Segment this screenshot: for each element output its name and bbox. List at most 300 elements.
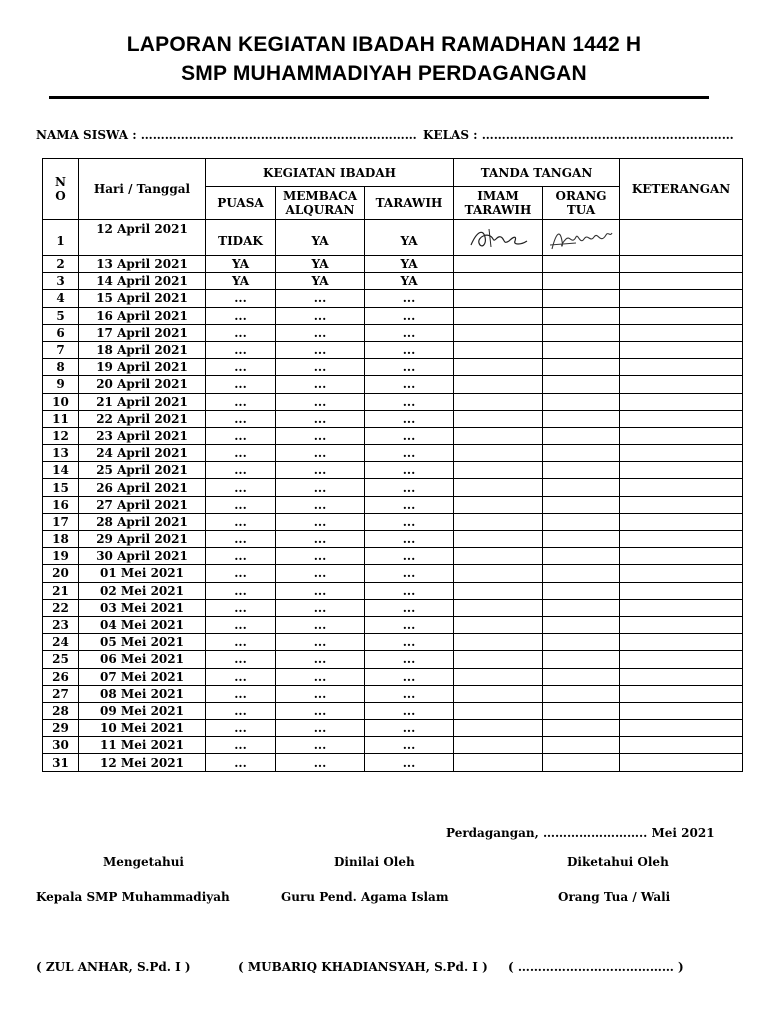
row-date: 01 Mei 2021: [79, 565, 206, 582]
row-keterangan: [620, 462, 743, 479]
signer2-name: ( MUBARIQ KHADIANSYAH, S.Pd. I ): [238, 960, 488, 974]
row-date: 05 Mei 2021: [79, 634, 206, 651]
row-keterangan: [620, 582, 743, 599]
row-membaca: ...: [276, 720, 365, 737]
row-imam-signature: [454, 651, 543, 668]
row-keterangan: [620, 634, 743, 651]
title-divider: [49, 96, 709, 99]
header-orangtua: ORANG TUA: [543, 187, 620, 220]
row-membaca: ...: [276, 582, 365, 599]
row-puasa: ...: [206, 410, 276, 427]
row-membaca: ...: [276, 513, 365, 530]
row-tarawih: YA: [365, 273, 454, 290]
row-tarawih: ...: [365, 720, 454, 737]
row-parent-signature: [543, 307, 620, 324]
row-tarawih: ...: [365, 634, 454, 651]
row-imam-signature: [454, 393, 543, 410]
table-row: [43, 462, 743, 479]
table-row: [43, 668, 743, 685]
signer2-title: Guru Pend. Agama Islam: [281, 890, 449, 904]
row-date: 22 April 2021: [79, 410, 206, 427]
row-no: 18: [43, 531, 79, 548]
row-imam-signature: [454, 754, 543, 771]
row-puasa: TIDAK: [206, 220, 276, 256]
row-membaca: ...: [276, 634, 365, 651]
row-imam-signature: [454, 616, 543, 633]
row-tarawih: ...: [365, 290, 454, 307]
table-row: [43, 376, 743, 393]
row-puasa: ...: [206, 427, 276, 444]
row-date: 18 April 2021: [79, 341, 206, 358]
row-no: 25: [43, 651, 79, 668]
table-row: [43, 393, 743, 410]
row-keterangan: [620, 427, 743, 444]
row-tarawih: ...: [365, 616, 454, 633]
row-no: 11: [43, 410, 79, 427]
row-imam-signature: [454, 273, 543, 290]
row-puasa: ...: [206, 668, 276, 685]
row-puasa: ...: [206, 290, 276, 307]
row-membaca: ...: [276, 479, 365, 496]
row-tarawih: ...: [365, 513, 454, 530]
row-parent-signature: [543, 737, 620, 754]
row-no: 6: [43, 324, 79, 341]
row-keterangan: [620, 256, 743, 273]
row-date: 15 April 2021: [79, 290, 206, 307]
table-row: [43, 496, 743, 513]
table-row: [43, 445, 743, 462]
row-date: 27 April 2021: [79, 496, 206, 513]
row-keterangan: [620, 393, 743, 410]
row-no: 7: [43, 341, 79, 358]
header-imam: IMAM TARAWIH: [454, 187, 543, 220]
table-row: [43, 273, 743, 290]
row-imam-signature: [454, 290, 543, 307]
row-membaca: ...: [276, 668, 365, 685]
row-tarawih: ...: [365, 307, 454, 324]
row-imam-signature: [454, 634, 543, 651]
row-puasa: ...: [206, 445, 276, 462]
row-imam-signature: [454, 599, 543, 616]
signer1-name: ( ZUL ANHAR, S.Pd. I ): [36, 960, 191, 974]
table-row: [43, 220, 743, 256]
row-puasa: ...: [206, 702, 276, 719]
row-imam-signature: [454, 582, 543, 599]
row-parent-signature: [543, 324, 620, 341]
row-imam-signature: [454, 479, 543, 496]
row-date: 13 April 2021: [79, 256, 206, 273]
row-no: 17: [43, 513, 79, 530]
row-tarawih: ...: [365, 582, 454, 599]
row-imam-signature: [454, 256, 543, 273]
table-row: [43, 685, 743, 702]
row-date: 08 Mei 2021: [79, 685, 206, 702]
row-date: 12 Mei 2021: [79, 754, 206, 771]
row-tarawih: ...: [365, 548, 454, 565]
place-date: Perdagangan, …………………….. Mei 2021: [446, 826, 715, 840]
row-parent-signature: [543, 754, 620, 771]
row-puasa: ...: [206, 548, 276, 565]
row-date: 02 Mei 2021: [79, 582, 206, 599]
row-imam-signature: [454, 359, 543, 376]
row-parent-signature: [543, 634, 620, 651]
row-membaca: ...: [276, 359, 365, 376]
row-membaca: ...: [276, 737, 365, 754]
row-no: 28: [43, 702, 79, 719]
table-row: [43, 565, 743, 582]
row-imam-signature: [454, 462, 543, 479]
signer2-role: Dinilai Oleh: [334, 855, 415, 869]
row-tarawih: ...: [365, 496, 454, 513]
row-tarawih: YA: [365, 256, 454, 273]
row-puasa: ...: [206, 479, 276, 496]
row-parent-signature: [543, 256, 620, 273]
row-tarawih: ...: [365, 324, 454, 341]
row-membaca: YA: [276, 273, 365, 290]
row-parent-signature: [543, 290, 620, 307]
row-no: 5: [43, 307, 79, 324]
row-puasa: ...: [206, 307, 276, 324]
row-date: 29 April 2021: [79, 531, 206, 548]
row-date: 14 April 2021: [79, 273, 206, 290]
header-membaca: MEMBACA ALQURAN: [276, 187, 365, 220]
row-tarawih: ...: [365, 737, 454, 754]
row-imam-signature: [454, 531, 543, 548]
row-no: 3: [43, 273, 79, 290]
row-keterangan: [620, 531, 743, 548]
row-imam-signature: [454, 220, 543, 256]
row-tarawih: ...: [365, 668, 454, 685]
row-no: 12: [43, 427, 79, 444]
row-tarawih: ...: [365, 531, 454, 548]
row-tarawih: ...: [365, 376, 454, 393]
row-tarawih: ...: [365, 599, 454, 616]
row-keterangan: [620, 410, 743, 427]
header-activities: KEGIATAN IBADAH: [206, 159, 454, 187]
table-row: [43, 479, 743, 496]
table-row: [43, 720, 743, 737]
row-imam-signature: [454, 376, 543, 393]
row-imam-signature: [454, 702, 543, 719]
row-imam-signature: [454, 410, 543, 427]
row-puasa: ...: [206, 462, 276, 479]
row-puasa: ...: [206, 531, 276, 548]
row-puasa: ...: [206, 341, 276, 358]
row-imam-signature: [454, 720, 543, 737]
row-date: 09 Mei 2021: [79, 702, 206, 719]
row-puasa: ...: [206, 720, 276, 737]
row-puasa: ...: [206, 651, 276, 668]
table-row: [43, 754, 743, 771]
table-row: [43, 651, 743, 668]
row-keterangan: [620, 548, 743, 565]
table-row: [43, 341, 743, 358]
row-keterangan: [620, 324, 743, 341]
row-keterangan: [620, 445, 743, 462]
row-parent-signature: [543, 393, 620, 410]
row-puasa: ...: [206, 582, 276, 599]
header-date: Hari / Tanggal: [79, 159, 206, 220]
row-date: 12 April 2021: [79, 220, 206, 256]
row-tarawih: ...: [365, 702, 454, 719]
row-no: 27: [43, 685, 79, 702]
row-imam-signature: [454, 513, 543, 530]
row-membaca: ...: [276, 410, 365, 427]
row-membaca: ...: [276, 702, 365, 719]
row-parent-signature: [543, 410, 620, 427]
row-tarawih: ...: [365, 427, 454, 444]
row-parent-signature: [543, 702, 620, 719]
row-date: 25 April 2021: [79, 462, 206, 479]
row-parent-signature: [543, 220, 620, 256]
row-date: 03 Mei 2021: [79, 599, 206, 616]
row-imam-signature: [454, 307, 543, 324]
row-imam-signature: [454, 668, 543, 685]
row-keterangan: [620, 737, 743, 754]
row-membaca: YA: [276, 256, 365, 273]
row-date: 21 April 2021: [79, 393, 206, 410]
row-imam-signature: [454, 427, 543, 444]
table-row: [43, 324, 743, 341]
header-keterangan: KETERANGAN: [620, 159, 743, 220]
row-membaca: ...: [276, 324, 365, 341]
row-keterangan: [620, 513, 743, 530]
row-no: 13: [43, 445, 79, 462]
row-no: 21: [43, 582, 79, 599]
page-title: LAPORAN KEGIATAN IBADAH RAMADHAN 1442 H: [126, 33, 642, 56]
row-puasa: YA: [206, 273, 276, 290]
row-imam-signature: [454, 548, 543, 565]
row-tarawih: ...: [365, 359, 454, 376]
row-date: 26 April 2021: [79, 479, 206, 496]
row-membaca: ...: [276, 376, 365, 393]
row-membaca: ...: [276, 445, 365, 462]
row-tarawih: ...: [365, 393, 454, 410]
school-name: SMP MUHAMMADIYAH PERDAGANGAN: [181, 62, 587, 85]
row-parent-signature: [543, 651, 620, 668]
row-date: 07 Mei 2021: [79, 668, 206, 685]
row-puasa: ...: [206, 376, 276, 393]
signer1-title: Kepala SMP Muhammadiyah: [36, 890, 230, 904]
row-keterangan: [620, 496, 743, 513]
row-parent-signature: [543, 341, 620, 358]
row-no: 1: [43, 220, 79, 256]
row-no: 8: [43, 359, 79, 376]
row-date: 23 April 2021: [79, 427, 206, 444]
row-date: 16 April 2021: [79, 307, 206, 324]
row-puasa: ...: [206, 393, 276, 410]
row-keterangan: [620, 720, 743, 737]
row-imam-signature: [454, 737, 543, 754]
row-tarawih: ...: [365, 479, 454, 496]
header-puasa: PUASA: [206, 187, 276, 220]
row-no: 30: [43, 737, 79, 754]
row-parent-signature: [543, 582, 620, 599]
row-puasa: ...: [206, 685, 276, 702]
row-no: 31: [43, 754, 79, 771]
row-no: 22: [43, 599, 79, 616]
row-parent-signature: [543, 445, 620, 462]
row-parent-signature: [543, 599, 620, 616]
row-tarawih: ...: [365, 685, 454, 702]
row-puasa: ...: [206, 616, 276, 633]
row-puasa: ...: [206, 496, 276, 513]
row-imam-signature: [454, 496, 543, 513]
student-name-field: NAMA SISWA : ……………………………………………………………: [36, 128, 417, 142]
row-membaca: ...: [276, 531, 365, 548]
row-keterangan: [620, 341, 743, 358]
row-parent-signature: [543, 685, 620, 702]
table-row: [43, 410, 743, 427]
row-keterangan: [620, 376, 743, 393]
row-tarawih: ...: [365, 445, 454, 462]
row-membaca: ...: [276, 393, 365, 410]
row-no: 29: [43, 720, 79, 737]
row-parent-signature: [543, 376, 620, 393]
row-parent-signature: [543, 513, 620, 530]
row-tarawih: ...: [365, 565, 454, 582]
table-row: [43, 531, 743, 548]
row-no: 20: [43, 565, 79, 582]
table-row: [43, 599, 743, 616]
row-membaca: ...: [276, 616, 365, 633]
row-tarawih: ...: [365, 754, 454, 771]
row-puasa: ...: [206, 599, 276, 616]
row-keterangan: [620, 479, 743, 496]
table-row: [43, 634, 743, 651]
row-date: 28 April 2021: [79, 513, 206, 530]
signer1-role: Mengetahui: [103, 855, 184, 869]
class-field: KELAS : ………………………………………………………: [423, 128, 734, 142]
table-row: [43, 548, 743, 565]
row-membaca: YA: [276, 220, 365, 256]
signer3-title: Orang Tua / Wali: [558, 890, 671, 904]
row-parent-signature: [543, 616, 620, 633]
row-puasa: ...: [206, 565, 276, 582]
row-membaca: ...: [276, 341, 365, 358]
row-puasa: ...: [206, 634, 276, 651]
header-no: N O: [43, 159, 79, 220]
header-signature: TANDA TANGAN: [454, 159, 620, 187]
row-no: 9: [43, 376, 79, 393]
row-no: 24: [43, 634, 79, 651]
row-tarawih: YA: [365, 220, 454, 256]
row-keterangan: [620, 685, 743, 702]
table-row: [43, 256, 743, 273]
row-membaca: ...: [276, 427, 365, 444]
row-membaca: ...: [276, 685, 365, 702]
table-row: [43, 737, 743, 754]
row-date: 20 April 2021: [79, 376, 206, 393]
table-row: [43, 307, 743, 324]
row-parent-signature: [543, 273, 620, 290]
row-puasa: ...: [206, 359, 276, 376]
row-keterangan: [620, 754, 743, 771]
row-parent-signature: [543, 496, 620, 513]
row-date: 24 April 2021: [79, 445, 206, 462]
row-parent-signature: [543, 565, 620, 582]
row-membaca: ...: [276, 651, 365, 668]
row-keterangan: [620, 702, 743, 719]
row-no: 4: [43, 290, 79, 307]
row-date: 17 April 2021: [79, 324, 206, 341]
row-imam-signature: [454, 685, 543, 702]
parent-signature-icon: [546, 223, 616, 253]
row-no: 10: [43, 393, 79, 410]
row-keterangan: [620, 565, 743, 582]
row-keterangan: [620, 220, 743, 256]
row-tarawih: ...: [365, 462, 454, 479]
row-tarawih: ...: [365, 651, 454, 668]
row-no: 14: [43, 462, 79, 479]
row-keterangan: [620, 290, 743, 307]
row-no: 2: [43, 256, 79, 273]
row-date: 06 Mei 2021: [79, 651, 206, 668]
row-membaca: ...: [276, 496, 365, 513]
row-keterangan: [620, 273, 743, 290]
row-membaca: ...: [276, 565, 365, 582]
row-imam-signature: [454, 324, 543, 341]
row-parent-signature: [543, 359, 620, 376]
row-date: 10 Mei 2021: [79, 720, 206, 737]
table-row: [43, 582, 743, 599]
table-row: [43, 616, 743, 633]
row-membaca: ...: [276, 290, 365, 307]
row-no: 26: [43, 668, 79, 685]
row-no: 16: [43, 496, 79, 513]
row-keterangan: [620, 616, 743, 633]
row-date: 04 Mei 2021: [79, 616, 206, 633]
row-no: 19: [43, 548, 79, 565]
row-membaca: ...: [276, 307, 365, 324]
row-keterangan: [620, 359, 743, 376]
header-tarawih: TARAWIH: [365, 187, 454, 220]
row-imam-signature: [454, 445, 543, 462]
row-parent-signature: [543, 462, 620, 479]
row-puasa: ...: [206, 754, 276, 771]
row-imam-signature: [454, 565, 543, 582]
table-row: [43, 513, 743, 530]
row-no: 15: [43, 479, 79, 496]
row-puasa: ...: [206, 737, 276, 754]
row-date: 19 April 2021: [79, 359, 206, 376]
table-row: [43, 359, 743, 376]
row-parent-signature: [543, 479, 620, 496]
signer3-name: ( ………………………………… ): [508, 960, 684, 974]
row-puasa: YA: [206, 256, 276, 273]
row-parent-signature: [543, 531, 620, 548]
activity-table: [42, 158, 743, 772]
row-membaca: ...: [276, 462, 365, 479]
row-keterangan: [620, 307, 743, 324]
signer3-role: Diketahui Oleh: [567, 855, 669, 869]
table-row: [43, 427, 743, 444]
row-parent-signature: [543, 668, 620, 685]
table-row: [43, 290, 743, 307]
row-imam-signature: [454, 341, 543, 358]
table-row: [43, 702, 743, 719]
row-parent-signature: [543, 720, 620, 737]
row-tarawih: ...: [365, 410, 454, 427]
row-puasa: ...: [206, 324, 276, 341]
row-membaca: ...: [276, 548, 365, 565]
row-keterangan: [620, 668, 743, 685]
row-membaca: ...: [276, 599, 365, 616]
row-puasa: ...: [206, 513, 276, 530]
row-date: 11 Mei 2021: [79, 737, 206, 754]
row-no: 23: [43, 616, 79, 633]
imam-signature-icon: [463, 223, 533, 253]
